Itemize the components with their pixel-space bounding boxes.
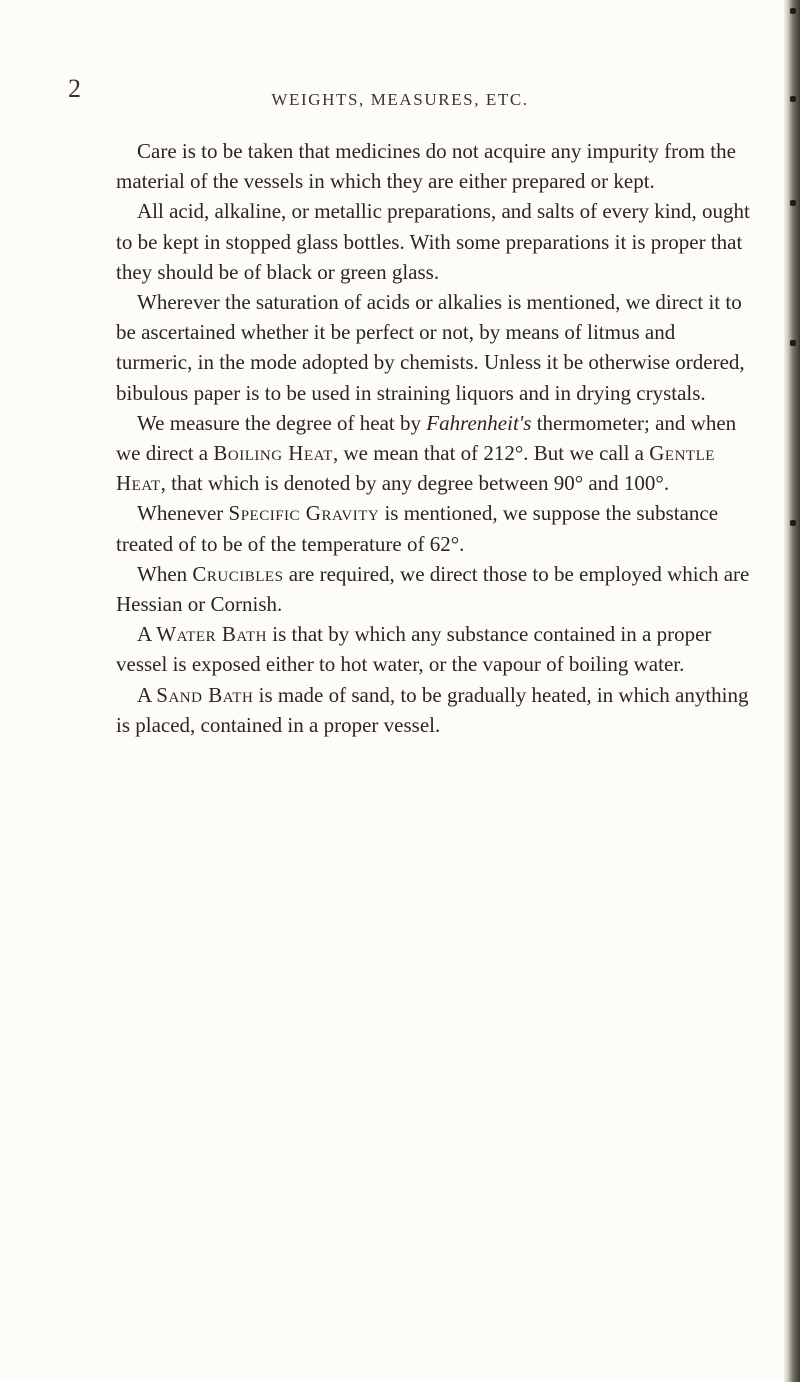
text-span: , that which is denoted by any degree between 90° and 100°. [160,471,670,496]
text-span: , we mean that of 212°. But we call a [332,441,650,466]
page-edge [784,0,800,1382]
paragraph-2: All acid, alkaline, or metallic preparations, and salts of every kind, ought to be kept in stopped glass bottles. With some preparations it is proper that they should be of black or green glass. [116,199,750,284]
small-caps-term: Specific Gravity [228,501,380,526]
small-caps-term: Water Bath [156,622,268,647]
paragraph-1: Care is to be taken that medicines do not acquire any impurity from the material of the vessels in which they are either prepared or kept. [116,139,736,194]
edge-mark [790,8,796,14]
edge-mark [790,200,796,206]
text-span: is that by which any substance contained in a proper vessel is exposed either to hot water, or the vapour of boiling water. [116,622,712,677]
page-number: 2 [68,74,81,103]
text-span: thermometer; and when we direct a [116,410,737,466]
edge-mark [790,520,796,526]
text-span: A [137,622,157,647]
paragraph-8 [116,680,756,740]
paragraph-5 [116,498,756,558]
small-caps-term: Boiling Heat [213,441,333,466]
italic-term: Fahrenheit's [426,410,532,435]
edge-mark [790,340,796,346]
text-span: We measure the degree of heat by [137,410,427,435]
small-caps-term: Sand Bath [156,682,254,707]
running-head: WEIGHTS, MEASURES, ETC. [271,90,529,109]
text-span: is mentioned, we suppose the substance treated of to be of the temperature of 62°. [116,501,719,556]
text-span: Whenever [137,501,229,526]
paragraph-3: Wherever the saturation of acids or alkalies is mentioned, we direct it to be ascertained whether it be perfect or not, by means of litmus and turmeric, in the mode adopted by chemists. Unless it be otherwise ordered, bibulous paper is to be used in straining liquors and in drying crystals. [116,290,745,405]
text-span: are required, we direct those to be employed which are Hessian or Cornish. [116,561,750,617]
paragraph-6 [116,559,756,619]
body-text [116,136,756,740]
text-span: When [137,561,193,586]
small-caps-term: Crucibles [192,561,284,586]
paragraph-7 [116,619,756,679]
text-span: is made of sand, to be gradually heated, in which anything is placed, contained in a proper vessel. [116,682,749,737]
text-span: A [137,682,157,707]
paragraph-4 [116,408,756,499]
small-caps-term: Gentle Heat [116,441,715,496]
